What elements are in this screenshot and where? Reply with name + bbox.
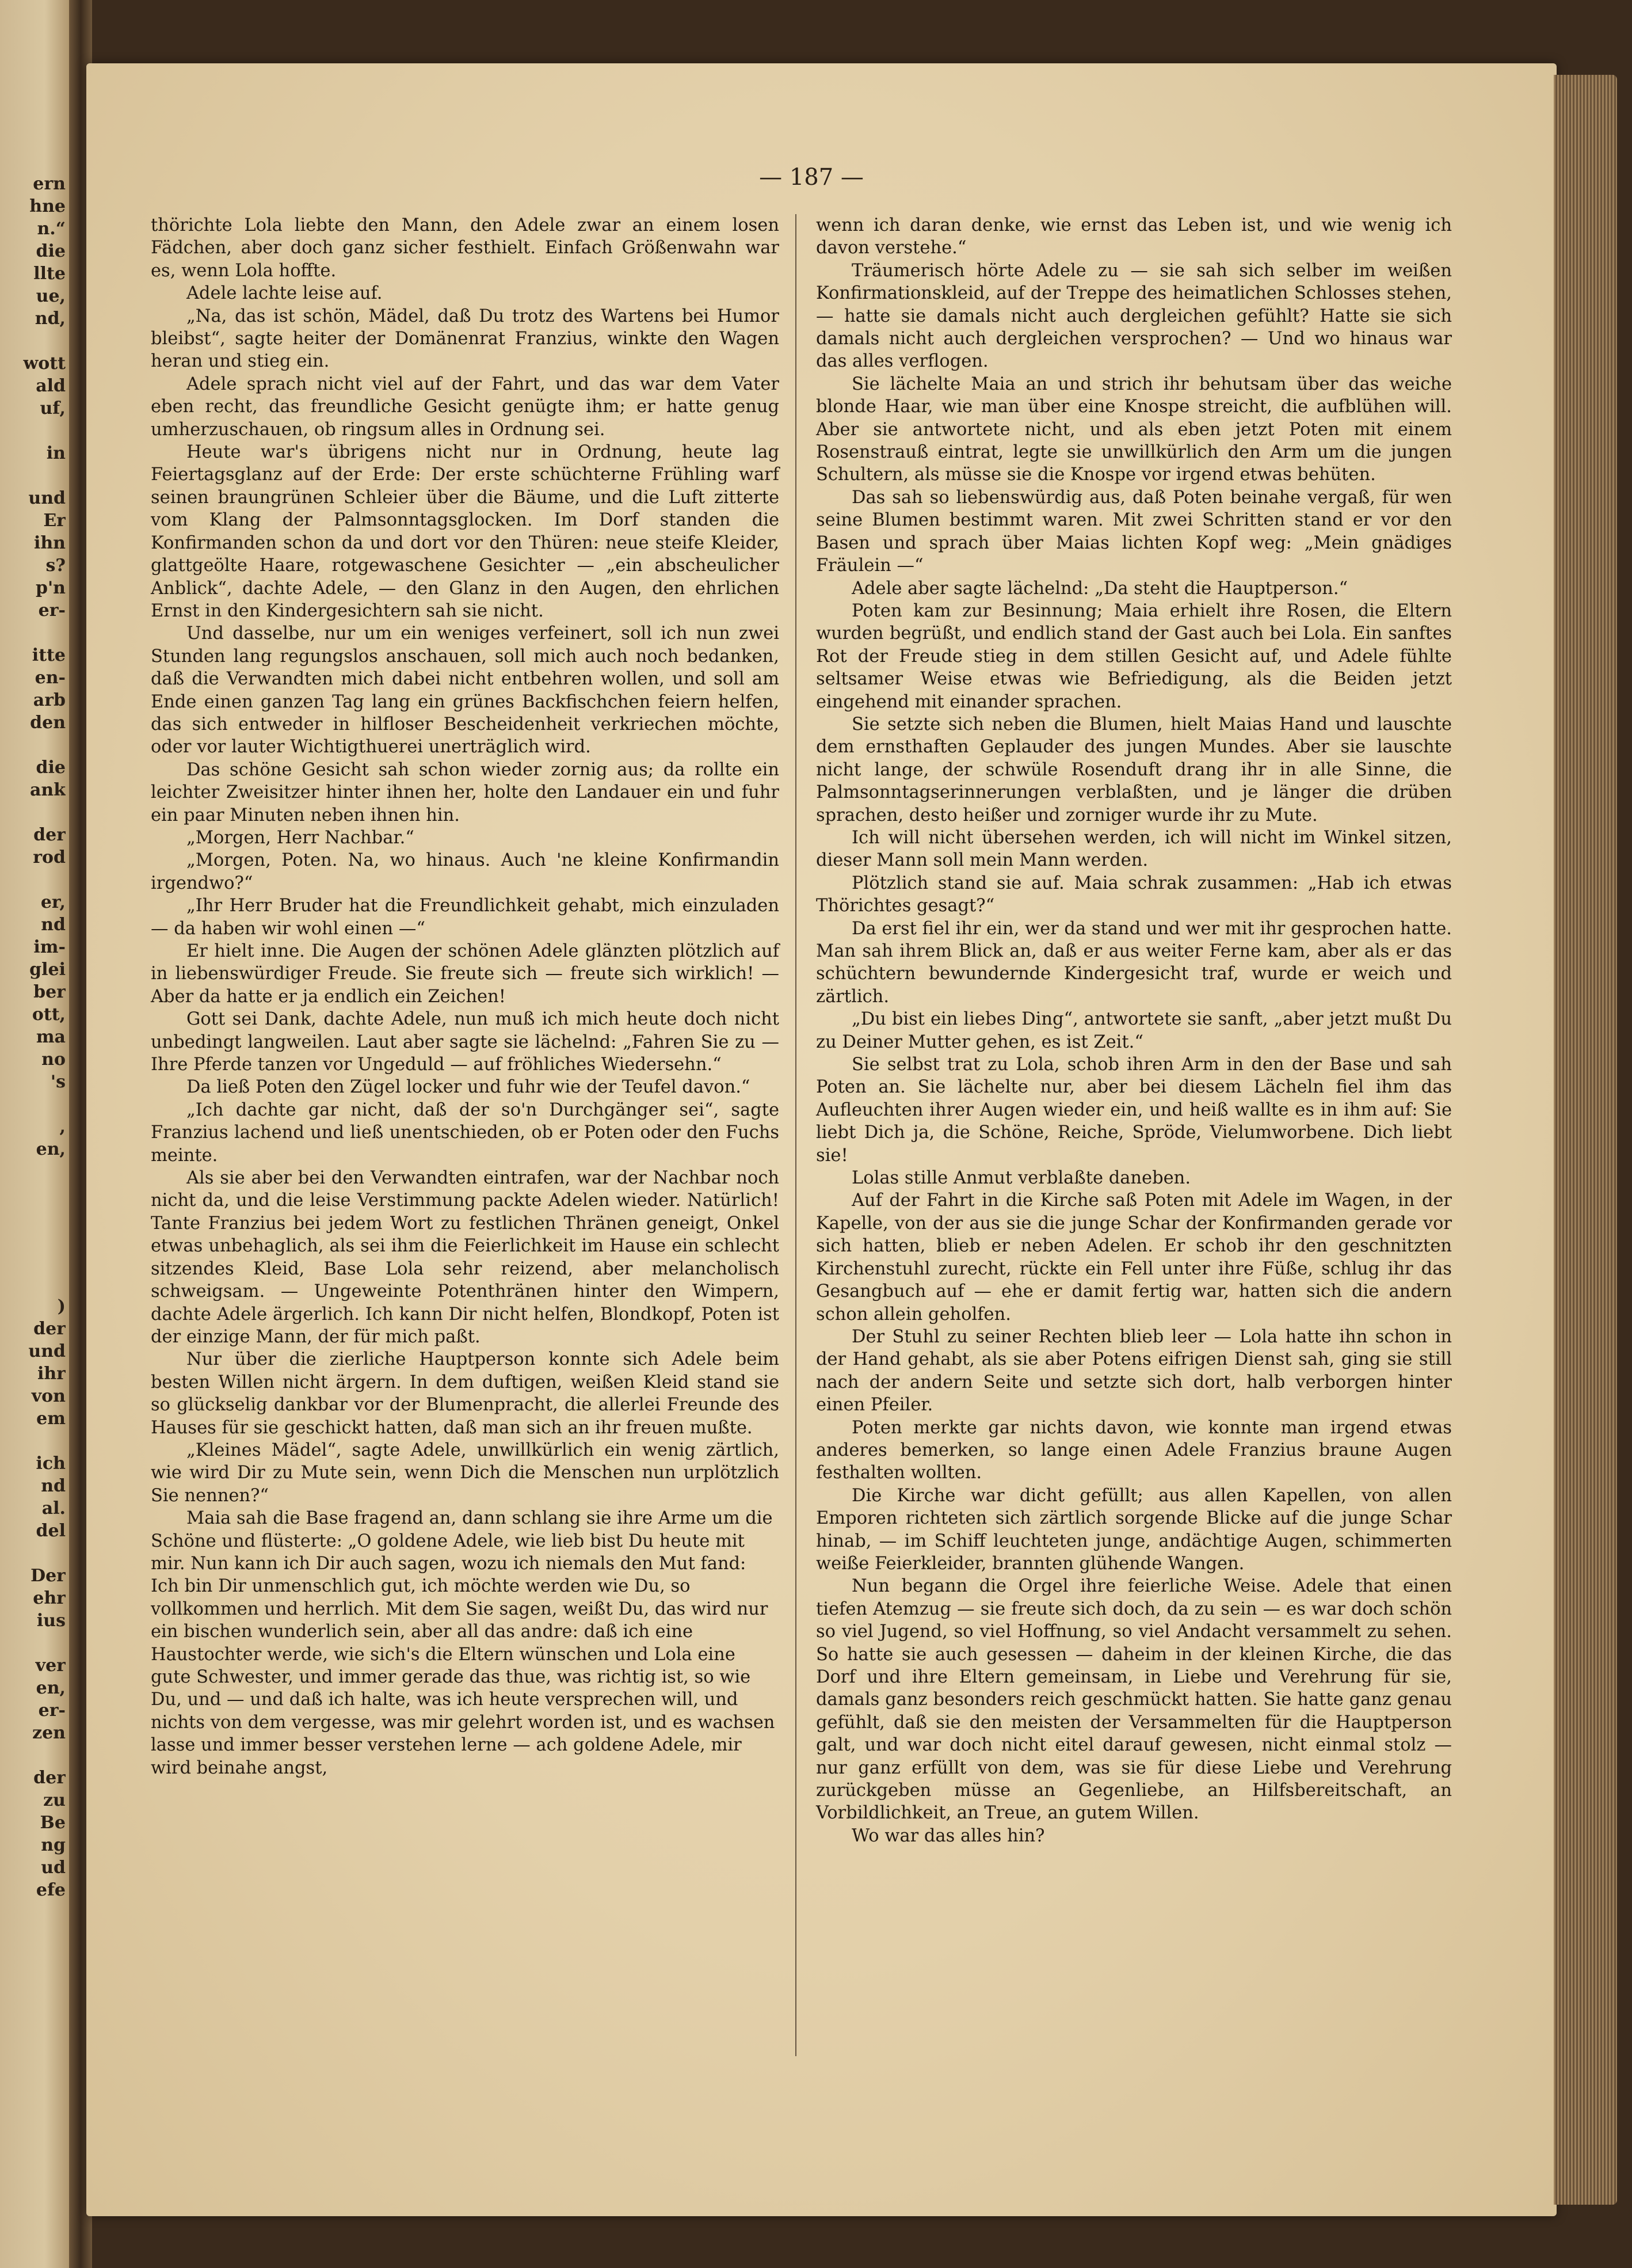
paragraph: Poten kam zur Besinnung; Maia erhielt ihre Rosen, die Eltern wurden begrüßt, und endlich stand der Gast auch bei Lola. Ein sanftes Rot der Freude stieg in dem stillen Gesicht auf, und Adele fühlte seltsamer Weise etwas wie Befriedigung, als die Beiden jetzt eingehend mit einander sprachen. bbox=[816, 600, 1452, 712]
margin-fragment: ich bbox=[36, 1453, 66, 1474]
paragraph: Sie selbst trat zu Lola, schob ihren Arm in den der Base und sah Poten an. Sie lächelte nur, aber bei diesem Lächeln fiel ihm das Aufleuchten ihrer Augen wieder ein, und heiß wallte es in ihm auf: Sie liebt Dich ja, die Schöne, Reiche, Spröde, Vielumworbene. Dich liebt sie! bbox=[816, 1055, 1452, 1166]
margin-fragment: ver bbox=[35, 1656, 66, 1676]
margin-fragment bbox=[2, 622, 66, 644]
margin-fragment: n.“ bbox=[37, 219, 66, 239]
margin-fragment: den bbox=[30, 713, 66, 733]
margin-fragment: im- bbox=[33, 937, 66, 957]
margin-fragment: wott bbox=[23, 353, 66, 374]
paragraph: wenn ich daran denke, wie ernst das Leben ist, und wie wenig ich davon verstehe.“ bbox=[816, 215, 1452, 258]
margin-fragment: p'n bbox=[36, 578, 66, 598]
paragraph: „Na, das ist schön, Mädel, daß Du trotz des Wartens bei Humor bleibst“, sagte heiter der Domänenrat Franzius, winkte den Wagen heran und stieg ein. bbox=[151, 306, 779, 372]
margin-fragment: nd bbox=[41, 915, 66, 935]
margin-fragment bbox=[2, 1430, 66, 1452]
paragraph: Als sie aber bei den Verwandten eintrafen, war der Nachbar noch nicht da, und die leise Verstimmung packte Adelen wieder. Natürlich! Tante Franzius bei jedem Wort zu festlichen Thränen geneigt, Onkel etwas unbehaglich, als sei ihm die Feierlichkeit im Hause ein schlecht sitzendes Kleid, Base Lola sehr reizend, aber melancholisch schweigsam. — Ungeweinte Potenthränen hinter den Wimpern, dachte Adele ärgerlich. Ich kann Dir nicht helfen, Blondkopf, Poten ist der einzige Mann, der für mich paßt. bbox=[151, 1168, 779, 1347]
paragraph: Träumerisch hörte Adele zu — sie sah sich selber im weißen Konfirmationskleid, auf der Treppe des heimatlichen Schlosses stehen, — hatte sie damals nicht auch dergleichen gefühlt? Hatte sie sich damals nicht auch dergleichen versprochen? — Und wo hinaus war das alles verflogen. bbox=[816, 260, 1452, 372]
text-column-left bbox=[151, 214, 779, 1779]
margin-fragment: en, bbox=[36, 1678, 66, 1698]
paragraph: Ich will nicht übersehen werden, ich will nicht im Winkel sitzen, dieser Mann soll mein Mann werden. bbox=[816, 827, 1452, 871]
margin-fragment: s? bbox=[45, 555, 66, 576]
paragraph: Maia sah die Base fragend an, dann schlang sie ihre Arme um die Schöne und flüsterte: „O goldene Adele, wie lieb bist Du heute mit mir. Nun kann ich Dir auch sagen, wozu ich niemals den Mut fand: Ich bin Dir unmenschlich gut, ich möchte werden wie Du, so vollkommen und herrlich. Mit dem Sie sagen, weißt Du, das wird nur ein bischen wunderlich sein, aber all das andre: daß ich eine Haustochter werde, wie sich's die Eltern wünschen und Lola eine gute Schwester, und immer gerade das thue, was richtig ist, so wie Du, und — und daß ich halte, was ich heute versprechen will, und nichts von dem vergesse, was mir gelehrt worden ist, und es wachsen lasse und immer besser verstehen lerne — ach goldene Adele, mir wird beinahe angst, bbox=[151, 1508, 775, 1778]
margin-fragment: der bbox=[33, 825, 66, 845]
paragraph: Die Kirche war dicht gefüllt; aus allen Kapellen, von allen Emporen richteten sich zärtlich sorgende Blicke auf die junge Schar hinab, — im Schiff leuchteten junge, andächtige Augen, schimmerten weiße Feierkleider, brannten glühende Wangen. bbox=[816, 1485, 1452, 1574]
paragraph: Adele lachte leise auf. bbox=[186, 283, 383, 304]
margin-fragment: der bbox=[33, 1319, 66, 1339]
paragraph: thörichte Lola liebte den Mann, den Adele zwar an einem losen Fädchen, aber doch ganz sicher festhielt. Einfach Größenwahn war es, wenn Lola hoffte. bbox=[151, 215, 779, 281]
margin-fragment: die bbox=[36, 241, 66, 261]
margin-fragment: rod bbox=[33, 847, 66, 867]
margin-fragment: glei bbox=[29, 960, 66, 980]
left-page-margin-text bbox=[2, 173, 66, 1901]
margin-fragment: Er bbox=[43, 511, 66, 531]
paragraph: „Morgen, Herr Nachbar.“ bbox=[186, 827, 414, 848]
column-divider bbox=[795, 214, 796, 2056]
margin-fragment: ihn bbox=[33, 533, 66, 553]
margin-fragment bbox=[2, 1205, 66, 1228]
paragraph: „Morgen, Poten. Na, wo hinaus. Auch 'ne kleine Konfirmandin irgendwo?“ bbox=[151, 850, 779, 893]
paragraph: Adele aber sagte lächelnd: „Da steht die Hauptperson.“ bbox=[852, 578, 1348, 599]
margin-fragment bbox=[2, 1744, 66, 1767]
margin-fragment: itte bbox=[32, 645, 66, 665]
paragraph: Das schöne Gesicht sah schon wieder zornig aus; da rollte ein leichter Zweisitzer hinter ihnen her, holte den Landauer ein und fuhr ein paar Minuten neben ihnen hin. bbox=[151, 759, 779, 825]
margin-fragment: ern bbox=[33, 174, 66, 194]
margin-fragment: , bbox=[59, 1117, 66, 1137]
paragraph: Und dasselbe, nur um ein weniges verfeinert, soll ich nun zwei Stunden lang regungslos anschauen, soll mich auch noch bedanken, daß die Verwandten mich dabei nicht entbehren wollen, und soll am Ende einen ganzen Tag lang ein grünes Backfischchen feiern helfen, das sich entweder in hilfloser Bescheidenheit verkriechen möchte, oder vor lauter Wichtigthuerei unerträglich wird. bbox=[151, 623, 779, 758]
margin-fragment bbox=[2, 1183, 66, 1205]
margin-fragment bbox=[2, 420, 66, 442]
text-column-right bbox=[816, 214, 1452, 1847]
margin-fragment: ehr bbox=[33, 1588, 66, 1608]
margin-fragment: ald bbox=[36, 376, 66, 396]
paragraph: „Kleines Mädel“, sagte Adele, unwillkürlich ein wenig zärtlich, wie wird Dir zu Mute sein, wenn Dich die Menschen nun urplötzlich Sie nennen?“ bbox=[151, 1440, 779, 1506]
paragraph: Gott sei Dank, dachte Adele, nun muß ich mich heute doch nicht unbedingt langweilen. Laut aber sagte sie lächelnd: „Fahren Sie zu — Ihre Pferde tanzen vor Ungeduld — auf fröhliches Wiedersehn.“ bbox=[151, 1009, 779, 1075]
paragraph: Plötzlich stand sie auf. Maia schrak zusammen: „Hab ich etwas Thörichtes gesagt?“ bbox=[816, 873, 1452, 916]
paragraph: Da ließ Poten den Zügel locker und fuhr wie der Teufel davon.“ bbox=[186, 1077, 750, 1098]
margin-fragment: ma bbox=[36, 1027, 66, 1047]
margin-fragment: llte bbox=[33, 264, 66, 284]
paragraph: Wo war das alles hin? bbox=[852, 1825, 1045, 1846]
paragraph: Auf der Fahrt in die Kirche saß Poten mit Adele im Wagen, in der Kapelle, von der aus sie die junge Schar der Konfirmanden gerade vor sich hatten, blieb er neben Adelen. Er schob ihr den geschnitzten Kirchenstuhl zurecht, rückte ein Fell unter ihre Füße, schlug ihr das Gesangbuch auf — ehe er damit fertig war, hatten sich die andern schon allein geholfen. bbox=[816, 1190, 1452, 1325]
margin-fragment: em bbox=[36, 1409, 66, 1429]
margin-fragment: und bbox=[28, 1341, 66, 1361]
paragraph: Nun begann die Orgel ihre feierliche Weise. Adele that einen tiefen Atemzug — sie freute sich doch, da zu sein — es war doch schön so viel Jugend, so viel Hoffnung, so viel Andacht versammelt zu sehen. So hatte sie auch gesessen — daheim in der kleinen Kirche, die das Dorf und ihre Eltern gemeinsam, in Liebe und Verehrung für sie, damals ganz besonders reich geschmückt hatten. Sie hatte ganz genau gefühlt, daß sie den meisten der Versammelten für die Hauptperson galt, und war doch nicht eitel darauf gewesen, nicht einmal stolz — nur ganz erfüllt von dem, was sie für diese Liebe und Verehrung zurückgeben müsse an Gegenliebe, an Hilfsbereitschaft, an Vorbildlichkeit, an Treue, an gutem Willen. bbox=[816, 1576, 1452, 1824]
margin-fragment bbox=[2, 1228, 66, 1250]
paragraph: Sie setzte sich neben die Blumen, hielt Maias Hand und lauschte dem ernsthaften Geplauder des jungen Mundes. Aber sie lauschte nicht lange, der schwüle Rosenduft drang ihr in alle Sinne, die Palmsonntagserinnerungen verblaßten, und je länger die drüben sprachen, desto heißer und zorniger wurde ihr zu Mute. bbox=[816, 714, 1452, 825]
margin-fragment: efe bbox=[36, 1880, 66, 1900]
margin-fragment bbox=[2, 734, 66, 756]
margin-fragment: der bbox=[33, 1768, 66, 1788]
margin-fragment: nd, bbox=[35, 309, 66, 329]
paragraph: Poten merkte gar nichts davon, wie konnte man irgend etwas anderes bemerken, so lange einen Adele Franzius braune Augen festhalten wollten. bbox=[816, 1417, 1452, 1483]
margin-fragment: Be bbox=[40, 1813, 66, 1833]
margin-fragment: en- bbox=[35, 668, 66, 688]
margin-fragment: ng bbox=[41, 1835, 66, 1855]
margin-fragment bbox=[2, 1632, 66, 1654]
margin-fragment: die bbox=[36, 758, 66, 778]
margin-fragment: ) bbox=[57, 1296, 66, 1316]
margin-fragment bbox=[2, 330, 66, 352]
margin-fragment: Der bbox=[30, 1566, 66, 1586]
margin-fragment: er- bbox=[38, 600, 66, 621]
margin-fragment bbox=[2, 1250, 66, 1273]
margin-fragment: ius bbox=[36, 1611, 66, 1631]
margin-fragment bbox=[2, 869, 66, 891]
margin-fragment bbox=[2, 1542, 66, 1565]
paragraph: Nur über die zierliche Hauptperson konnte sich Adele beim besten Willen nicht ärgern. In dem duftigen, weißen Kleid stand sie so glückselig dankbar vor der Blumenpracht, die allerlei Freunde des Hauses für sie geschickt hatten, daß man sich an ihr freuen mußte. bbox=[151, 1349, 779, 1438]
margin-fragment: no bbox=[41, 1049, 66, 1070]
margin-fragment bbox=[2, 1273, 66, 1295]
paragraph: „Ich dachte gar nicht, daß der so'n Durchgänger sei“, sagte Franzius lachend und ließ unentschieden, ob er Poten oder den Fuchs meinte. bbox=[151, 1099, 779, 1166]
margin-fragment: arb bbox=[33, 690, 66, 710]
paragraph: Da erst fiel ihr ein, wer da stand und wer mit ihr gesprochen hatte. Man sah ihrem Blick an, daß er aus weiter Ferne kam, aber als er das schüchtern bewundernde Kindergesicht traf, wurde er weich und zärtlich. bbox=[816, 918, 1452, 1007]
margin-fragment: ank bbox=[29, 780, 66, 800]
paragraph: Lolas stille Anmut verblaßte daneben. bbox=[852, 1168, 1191, 1189]
margin-fragment: hne bbox=[29, 196, 66, 216]
margin-fragment bbox=[2, 1093, 66, 1116]
margin-fragment: al. bbox=[41, 1498, 66, 1519]
paragraph: Adele sprach nicht viel auf der Fahrt, und das war dem Vater eben recht, das freundliche Gesicht genügte ihm; er hatte genug umherzuschauen, ob ringsum alles in Ordnung sei. bbox=[151, 374, 779, 440]
paragraph: Er hielt inne. Die Augen der schönen Adele glänzten plötzlich auf in liebenswürdiger Freude. Sie freute sich — freute sich wirklich! — Aber da hatte er ja endlich ein Zeichen! bbox=[151, 941, 779, 1007]
margin-fragment bbox=[2, 801, 66, 824]
margin-fragment: uf, bbox=[40, 398, 66, 418]
page-stack-edges bbox=[1554, 75, 1617, 2205]
margin-fragment: ud bbox=[41, 1858, 66, 1878]
page-number: — 187 — bbox=[759, 164, 864, 191]
margin-fragment: en, bbox=[36, 1139, 66, 1159]
paragraph: Das sah so liebenswürdig aus, daß Poten beinahe vergaß, für wen seine Blumen bestimmt waren. Mit zwei Schritten stand er vor den Basen und sprach über Maias lichten Kopf weg: „Mein gnädiges Fräulein —“ bbox=[816, 487, 1452, 576]
margin-fragment: in bbox=[46, 443, 66, 463]
margin-fragment: ue, bbox=[36, 286, 66, 306]
paragraph: Sie lächelte Maia an und strich ihr behutsam über das weiche blonde Haar, wie man über eine Knospe streicht, die aufblühen will. Aber sie antwortete nicht, und als eben jetzt Poten mit einem Rosenstrauß eintrat, legte sie unwillkürlich den Arm um die jungen Schultern, als müsse sie die Knospe vor irgend etwas behüten. bbox=[816, 374, 1452, 485]
margin-fragment: und bbox=[28, 488, 66, 508]
margin-fragment: del bbox=[36, 1521, 66, 1541]
margin-fragment: ber bbox=[33, 982, 66, 1002]
margin-fragment: zu bbox=[43, 1790, 66, 1810]
margin-fragment: er- bbox=[38, 1700, 66, 1721]
margin-fragment: 's bbox=[50, 1072, 66, 1092]
margin-fragment: er, bbox=[40, 892, 66, 912]
margin-fragment bbox=[2, 465, 66, 487]
margin-fragment: ihr bbox=[37, 1364, 66, 1384]
paragraph: „Du bist ein liebes Ding“, antwortete sie sanft, „aber jetzt mußt Du zu Deiner Mutter gehen, es ist Zeit.“ bbox=[816, 1009, 1452, 1052]
margin-fragment bbox=[2, 1160, 66, 1183]
paragraph: Heute war's übrigens nicht nur in Ordnung, heute lag Feiertagsglanz auf der Erde: Der erste schüchterne Frühling warf seinen braungrünen Schleier über die Bäume, und die Luft zitterte vom Klang der Palmsonntagsglocken. Im Dorf standen die Konfirmanden schon da und dort vor den Thüren: neue steife Kleider, glattgeölte Haare, rotgewaschene Gesichter — „ein abscheulicher Anblick“, dachte Adele, — den Glanz in den Augen, den ehrlichen Ernst in den Kindergesichtern sah sie nicht. bbox=[151, 442, 779, 621]
margin-fragment: zen bbox=[32, 1723, 66, 1743]
margin-fragment: von bbox=[31, 1386, 66, 1406]
margin-fragment: nd bbox=[41, 1476, 66, 1496]
paragraph: Der Stuhl zu seiner Rechten blieb leer — Lola hatte ihn schon in der Hand gehabt, als sie aber Potens eifrigen Dienst sah, ging sie still nach der andern Seite und setzte sich dort, halb verborgen hinter einen Pfeiler. bbox=[816, 1326, 1452, 1415]
paragraph: „Ihr Herr Bruder hat die Freundlichkeit gehabt, mich einzuladen — da haben wir wohl einen —“ bbox=[151, 896, 779, 939]
margin-fragment: ott, bbox=[32, 1004, 66, 1025]
